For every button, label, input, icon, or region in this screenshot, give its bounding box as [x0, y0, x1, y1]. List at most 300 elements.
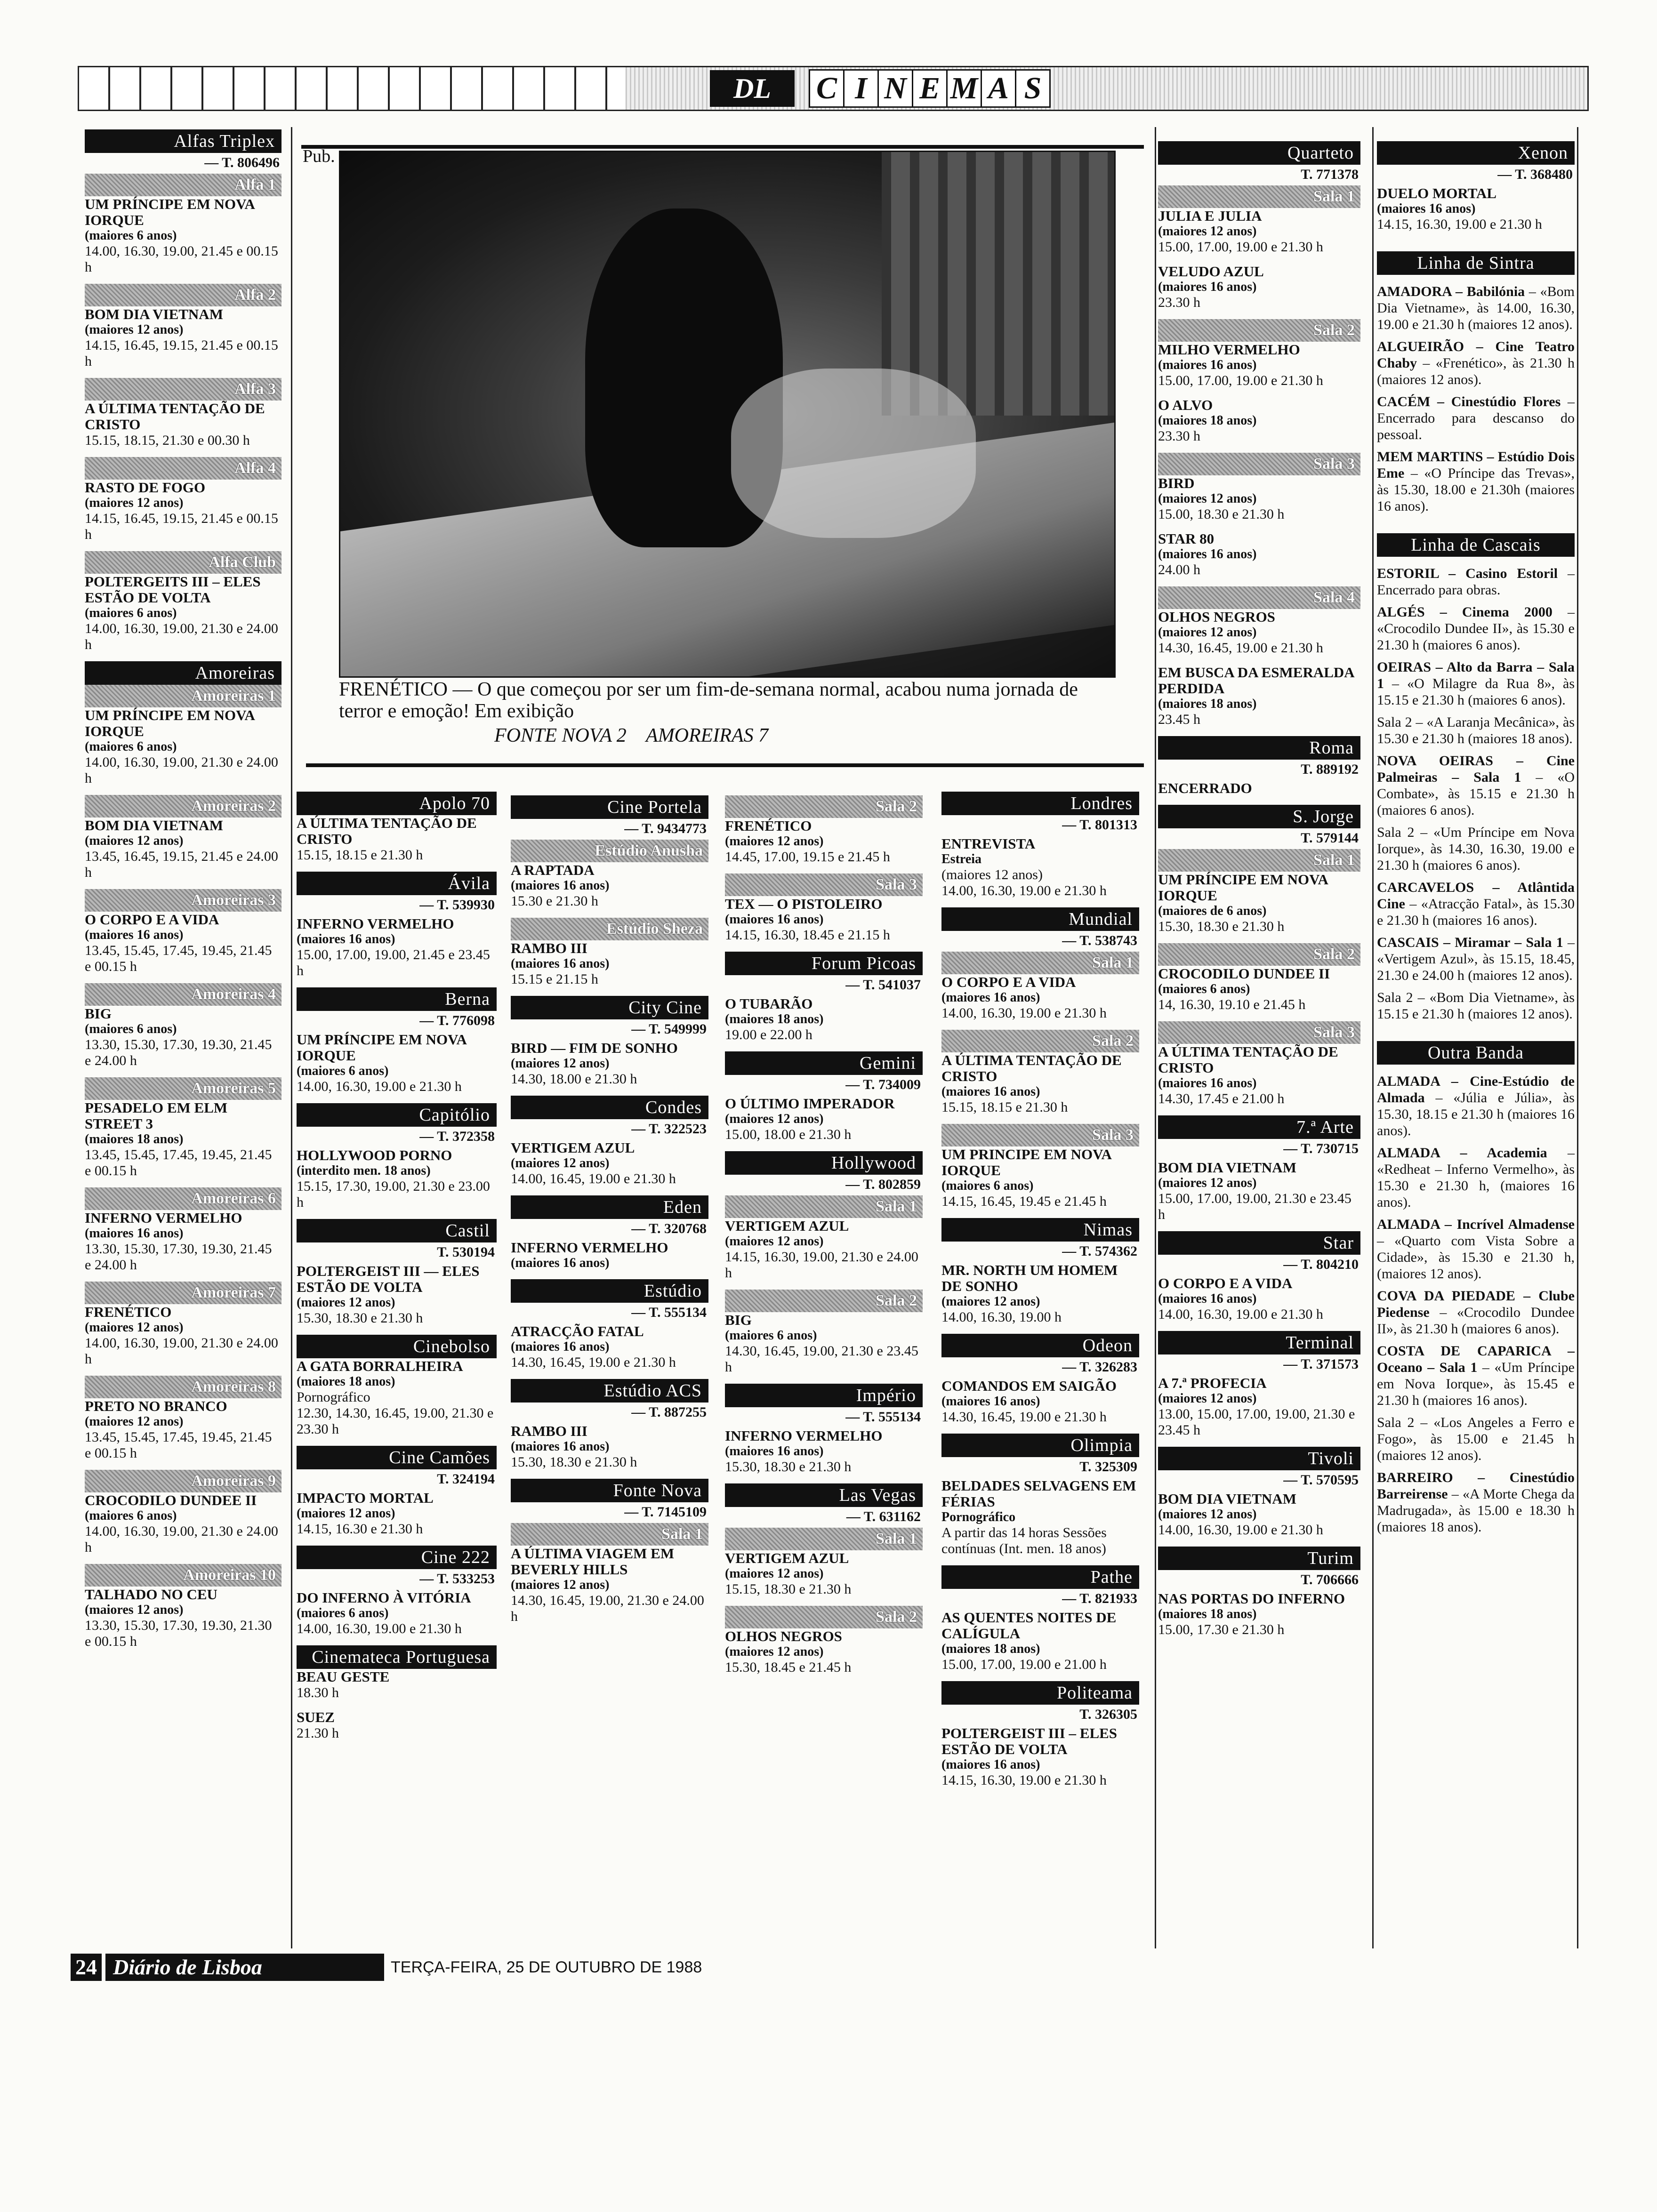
- region-listing: [1377, 879, 1575, 929]
- room-header: Amoreiras 6: [85, 1187, 282, 1210]
- ad-rule-top: [301, 145, 1144, 149]
- film-title: A ÚLTIMA TENTAÇÃO DE CRISTO: [85, 400, 265, 433]
- film-title: COMANDOS EM SAIGÃO: [941, 1378, 1117, 1394]
- film-rating: (maiores 12 anos): [85, 322, 184, 337]
- cinema-phone: — T. 631162: [846, 1509, 921, 1524]
- cinema-phone: T. 889192: [1301, 761, 1359, 777]
- cinema-phone: — T. 734009: [845, 1077, 921, 1092]
- showtimes: 14.45, 17.00, 19.15 e 21.45 h: [725, 849, 890, 865]
- showtimes: 18.30 h: [297, 1685, 339, 1700]
- film-title: UM PRÍNCIPE EM NOVA IORQUE: [85, 196, 255, 228]
- film-rating: (maiores 12 anos): [85, 834, 184, 848]
- cinema-phone: — T. 804210: [1283, 1257, 1359, 1272]
- room-header: Sala 4: [1158, 586, 1360, 609]
- film-title: BOM DIA VIETNAM: [85, 817, 223, 834]
- listing-venue: BARREIRO – Cinestúdio Barreirense: [1377, 1470, 1575, 1502]
- showtimes: 14.00, 16.30, 19.00 e 21.30 h: [297, 1079, 462, 1094]
- cinema-phone: T. 326305: [1079, 1707, 1137, 1722]
- listing-details: Sala 2 – «Bom Dia Vietname», às 15.15 e 21.30 h (maiores 12 anos).: [1377, 990, 1575, 1022]
- showtimes: 14.00, 16.45, 19.00 e 21.30 h: [511, 1171, 676, 1186]
- film-title: MR. NORTH UM HOMEM DE SONHO: [941, 1262, 1118, 1294]
- region-header: Linha de Sintra: [1377, 251, 1575, 275]
- showtimes: 14.00, 16.30, 19.00 e 21.30 h: [941, 1005, 1107, 1021]
- film-title: CROCODILO DUNDEE II: [85, 1492, 257, 1508]
- title-letter: C: [809, 69, 845, 108]
- film-rating: (maiores 16 anos): [1158, 547, 1257, 561]
- showtimes: 14.30, 16.45, 19.00 e 21.30 h: [1158, 640, 1323, 656]
- showtimes: 14.30, 16.45, 19.00, 21.30 e 23.45 h: [725, 1343, 918, 1375]
- film-title: RAMBO III: [511, 1423, 587, 1439]
- cinema-phone: — T. 539930: [419, 897, 495, 913]
- film-rating: (maiores 12 anos): [725, 1112, 824, 1126]
- showtimes: 15.00, 17.00, 19.00 e 21.00 h: [941, 1657, 1107, 1672]
- showtimes: 14.00, 16.30, 19.00 h: [941, 1309, 1062, 1325]
- showtimes: 14.00, 16.30, 19.00, 21.30 e 24.00 h: [85, 754, 278, 786]
- showtimes: 15.15, 18.15, 21.30 e 00.30 h: [85, 433, 250, 448]
- cinema-header: Nimas: [941, 1218, 1139, 1242]
- cinema-header: Gemini: [725, 1051, 923, 1075]
- cinema-header: Quarteto: [1158, 141, 1360, 165]
- film-title: O TUBARÃO: [725, 995, 813, 1012]
- region-listing: [1377, 934, 1575, 984]
- cinema-phone: — T. 555134: [845, 1409, 921, 1425]
- listing-details: – «Um Príncipe em Nova Iorque», às 15.45 e 21.30 h (maiores 16 anos).: [1377, 1360, 1575, 1408]
- listing-details: – «Crocodilo Dundee II», às 15.30 e 21.30 h (maiores 6 anos).: [1377, 604, 1575, 653]
- room-header: Sala 3: [1158, 453, 1360, 475]
- film-rating: Pornográfico: [941, 1510, 1016, 1524]
- film-title: TALHADO NO CEU: [85, 1586, 217, 1603]
- film-rating: (maiores 18 anos): [1158, 413, 1257, 428]
- cinema-phone: — T. 368480: [1497, 167, 1573, 182]
- showtimes: 15.30, 18.30 e 21.30 h: [511, 1454, 637, 1470]
- room-header: Sala 1: [941, 952, 1139, 974]
- showtimes: 14.00, 16.30, 19.00, 21.45 e 00.15 h: [85, 243, 278, 275]
- showtimes: 14.30, 16.45, 19.00 e 21.30 h: [941, 1409, 1107, 1425]
- cinema-header: Londres: [941, 792, 1139, 815]
- film-title: RASTO DE FOGO: [85, 479, 206, 496]
- film-rating: (maiores 12 anos): [297, 1506, 395, 1521]
- film-title: VERTIGEM AZUL: [725, 1218, 849, 1234]
- cinema-phone: — T. 541037: [845, 977, 921, 993]
- film-rating: (maiores de 6 anos): [1158, 904, 1267, 918]
- showtimes: 21.30 h: [297, 1725, 339, 1741]
- cinema-header: Forum Picoas: [725, 952, 923, 975]
- film-rating: (maiores 12 anos): [1158, 1391, 1257, 1406]
- film-title: BOM DIA VIETNAM: [1158, 1491, 1296, 1507]
- film-title: BOM DIA VIETNAM: [1158, 1159, 1296, 1176]
- film-rating: (maiores 16 anos): [941, 1757, 1040, 1772]
- showtimes: 23.30 h: [1158, 428, 1200, 444]
- film-rating: (maiores 16 anos): [1158, 1291, 1257, 1306]
- cinema-header: Mundial: [941, 907, 1139, 931]
- showtimes: 15.15, 17.30, 19.00, 21.30 e 23.00 h: [297, 1178, 490, 1210]
- cinema-header: Berna: [297, 987, 497, 1011]
- cinema-phone: — T. 320768: [631, 1221, 707, 1236]
- film-rating: (maiores 12 anos): [725, 1234, 824, 1249]
- region-listing: [1377, 565, 1575, 598]
- cinema-header: City Cine: [511, 996, 708, 1019]
- listing-venue: MEM MARTINS – Estúdio Dois Eme: [1377, 449, 1575, 481]
- film-rating: (maiores 12 anos): [1158, 625, 1257, 640]
- film-rating: Estreia: [941, 852, 982, 866]
- title-letter: N: [877, 69, 913, 108]
- cinema-header: Alfas Triplex: [85, 129, 282, 153]
- listing-details: – «O Milagre da Rua 8», às 15.15 e 21.30 h (maiores 6 anos).: [1377, 676, 1575, 708]
- listing-details: – «Redheat – Inferno Vermelho», às 15.30 e 21.30 h, (maiores 16 anos).: [1377, 1145, 1575, 1210]
- masthead-pattern: [79, 67, 625, 110]
- listing-venue: CARCAVELOS – Atlântida Cine: [1377, 880, 1575, 912]
- cinema-header: Cine Camões: [297, 1446, 497, 1469]
- film-rating: (maiores 18 anos): [297, 1374, 395, 1389]
- film-title: A ÚLTIMA TENTAÇÃO DE CRISTO: [1158, 1043, 1338, 1076]
- cinema-phone: — T. 806496: [204, 155, 280, 170]
- film-rating: (maiores 16 anos): [941, 990, 1040, 1005]
- film-title: ENCERRADO: [1158, 780, 1252, 796]
- issue-date: TERÇA-FEIRA, 25 DE OUTUBRO DE 1988: [391, 1958, 702, 1976]
- room-header: Sala 2: [1158, 319, 1360, 342]
- cinema-header: Estúdio: [511, 1279, 708, 1303]
- column-5: [941, 792, 1139, 1797]
- showtimes: 15.30, 18.30 e 21.30 h: [297, 1310, 423, 1326]
- film-rating: (maiores 12 anos): [941, 1294, 1040, 1309]
- cinema-phone: T. 324194: [437, 1471, 495, 1487]
- room-header: Alfa 1: [85, 174, 282, 196]
- film-title: INFERNO VERMELHO: [85, 1210, 242, 1226]
- film-rating: (maiores 16 anos): [511, 1256, 610, 1270]
- cinema-header: Capitólio: [297, 1103, 497, 1127]
- film-title: VELUDO AZUL: [1158, 263, 1264, 280]
- cinema-phone: — T. 574362: [1062, 1243, 1137, 1259]
- region-listing: [1377, 1469, 1575, 1535]
- cinema-header: Olimpia: [941, 1434, 1139, 1457]
- room-header: Amoreiras 5: [85, 1077, 282, 1100]
- cinema-phone: — T. 776098: [419, 1013, 495, 1028]
- showtimes: 14.00, 16.30, 19.00 e 21.30 h: [941, 883, 1107, 898]
- listing-details: – «O Combate», às 15.15 e 21.30 h (maiores 6 anos).: [1377, 769, 1575, 818]
- cinema-header: Las Vegas: [725, 1483, 923, 1507]
- cinema-header: Tivoli: [1158, 1447, 1360, 1470]
- film-title: A GATA BORRALHEIRA: [297, 1358, 463, 1374]
- film-note: (maiores 12 anos): [941, 867, 1043, 882]
- column-3: [511, 795, 708, 1633]
- listing-details: Sala 2 – «A Laranja Mecânica», às 15.30 e 21.30 h (maiores 18 anos).: [1377, 714, 1575, 746]
- film-title: BIG: [85, 1005, 112, 1022]
- showtimes: 14.30, 18.00 e 21.30 h: [511, 1071, 637, 1087]
- film-title: IMPACTO MORTAL: [297, 1490, 434, 1506]
- showtimes: 14.15, 16.45, 19.15, 21.45 e 00.15 h: [85, 511, 278, 542]
- cinema-header: Odeon: [941, 1334, 1139, 1357]
- film-rating: (maiores 16 anos): [85, 928, 184, 942]
- showtimes: 15.15 e 21.15 h: [511, 971, 598, 987]
- showtimes: 14.00, 16.30, 19.00 e 21.30 h: [297, 1621, 462, 1636]
- cinema-phone: — T. 371573: [1283, 1356, 1359, 1372]
- room-header: Sala 3: [1158, 1021, 1360, 1044]
- film-rating: (maiores 12 anos): [1158, 224, 1257, 239]
- film-rating: (maiores 12 anos): [297, 1295, 395, 1310]
- region-listing: [1377, 1216, 1575, 1282]
- film-rating: (maiores 16 anos): [297, 932, 395, 946]
- cinema-header: Amoreiras: [85, 661, 282, 685]
- room-header: Sala 1: [725, 1195, 923, 1218]
- showtimes: 14.15, 16.30, 19.00, 21.30 e 24.00 h: [725, 1249, 918, 1281]
- column-rule: [291, 127, 292, 1948]
- cinema-header: Pathe: [941, 1565, 1139, 1589]
- film-rating: (maiores 16 anos): [725, 1444, 824, 1459]
- film-title: NAS PORTAS DO INFERNO: [1158, 1590, 1345, 1607]
- film-rating: (maiores 16 anos): [511, 956, 610, 971]
- showtimes: 14.15, 16.30, 18.45 e 21.15 h: [725, 927, 890, 943]
- film-title: POLTERGEIST III – ELES ESTÃO DE VOLTA: [941, 1725, 1118, 1757]
- showtimes: 15.30, 18.45 e 21.45 h: [725, 1659, 852, 1675]
- showtimes: 13.45, 15.45, 17.45, 19.45, 21.45 e 00.15 h: [85, 1147, 272, 1178]
- showtimes: 13.30, 15.30, 17.30, 19.30, 21.45 e 24.00 h: [85, 1037, 272, 1068]
- column-rule: [1372, 127, 1374, 1948]
- cinema-phone: T. 771378: [1301, 167, 1359, 182]
- dl-logo: DL: [710, 70, 795, 107]
- section-masthead: [78, 66, 1589, 111]
- film-rating: (maiores 6 anos): [85, 739, 177, 754]
- cinema-header: Estúdio ACS: [511, 1379, 708, 1403]
- room-header: Sala 2: [941, 1030, 1139, 1052]
- region-listing: [1377, 714, 1575, 747]
- film-title: TEX — O PISTOLEIRO: [725, 896, 883, 912]
- title-letter: A: [981, 69, 1016, 108]
- film-rating: (maiores 6 anos): [85, 1508, 177, 1523]
- showtimes: 14.30, 16.45, 19.00 e 21.30 h: [511, 1354, 676, 1370]
- film-title: OLHOS NEGROS: [725, 1628, 842, 1644]
- cinema-header: 7.ª Arte: [1158, 1115, 1360, 1139]
- showtimes: 15.30, 18.30 e 21.30 h: [725, 1459, 852, 1475]
- film-title: BEAU GESTE: [297, 1668, 390, 1685]
- cinema-header: Fonte Nova: [511, 1479, 708, 1502]
- region-listing: [1377, 338, 1575, 388]
- film-rating: (maiores 12 anos): [1158, 1507, 1257, 1522]
- showtimes: 15.00, 17.00, 19.00, 21.30 e 23.45 h: [1158, 1191, 1351, 1222]
- listing-details: – «Atracção Fatal», às 15.30 e 21.30 h (maiores 16 anos).: [1377, 896, 1575, 928]
- listing-venue: CASCAIS – Miramar – Sala 1: [1377, 935, 1563, 950]
- film-title: O CORPO E A VIDA: [85, 911, 219, 928]
- region-listing: [1377, 1288, 1575, 1337]
- room-header: Sala 1: [725, 1528, 923, 1550]
- film-title: A 7.ª PROFECIA: [1158, 1375, 1267, 1391]
- listing-details: – «Bom Dia Vietname», às 14.00, 16.30, 19.00 e 21.30 h (maiores 12 anos).: [1377, 284, 1575, 332]
- page-footer: [71, 1953, 702, 1981]
- film-rating: (maiores 6 anos): [85, 228, 177, 243]
- cinema-phone: — T. 570595: [1283, 1472, 1359, 1488]
- room-header: Amoreiras 4: [85, 983, 282, 1006]
- cinema-header: Star: [1158, 1231, 1360, 1255]
- film-title: INFERNO VERMELHO: [297, 915, 454, 932]
- film-title: O ALVO: [1158, 397, 1213, 413]
- showtimes: 19.00 e 22.00 h: [725, 1027, 812, 1042]
- showtimes: 14.15, 16.30, 19.00 e 21.30 h: [1377, 216, 1542, 232]
- column-rule: [1155, 127, 1156, 1948]
- film-rating: (maiores 6 anos): [85, 606, 177, 620]
- listing-venue: AMADORA – Babilónia: [1377, 284, 1525, 299]
- film-title: RAMBO III: [511, 940, 587, 956]
- listing-venue: NOVA OEIRAS – Cine Palmeiras – Sala 1: [1377, 753, 1575, 785]
- showtimes: 13.00, 15.00, 17.00, 19.00, 21.30 e 23.45 h: [1158, 1406, 1355, 1438]
- film-title: PRETO NO BRANCO: [85, 1398, 227, 1414]
- cinema-header: Terminal: [1158, 1331, 1360, 1354]
- listing-venue: ALMADA – Incrível Almadense: [1377, 1217, 1575, 1232]
- title-letter: E: [912, 69, 948, 108]
- room-header: Sala 1: [1158, 849, 1360, 872]
- cinema-phone: — T. 533253: [419, 1571, 495, 1587]
- ad-caption-cinemas: FONTE NOVA 2 AMOREIRAS 7: [494, 725, 769, 746]
- film-title: DO INFERNO À VITÓRIA: [297, 1589, 471, 1606]
- listing-venue: ALMADA – Cine-Estúdio de Almada: [1377, 1074, 1575, 1106]
- film-title: UM PRÍNCIPE EM NOVA IORQUE: [85, 707, 255, 739]
- listing-details: – «Quarto com Vista Sobre a Cidade», às 15.30 e 21.30 h, (maiores 12 anos).: [1377, 1233, 1575, 1282]
- film-rating: (maiores 12 anos): [725, 1566, 824, 1581]
- cinema-header: Cinebolso: [297, 1335, 497, 1358]
- showtimes: 14.00, 16.30, 19.00 e 21.30 h: [1158, 1522, 1323, 1538]
- cinema-phone: — T. 730715: [1283, 1141, 1359, 1156]
- film-title: VERTIGEM AZUL: [511, 1139, 635, 1156]
- showtimes: 14.15, 16.30, 19.00 e 21.30 h: [941, 1772, 1107, 1788]
- cinema-header: Xenon: [1377, 141, 1575, 165]
- showtimes: 14.15, 16.45, 19.15, 21.45 e 00.15 h: [85, 337, 278, 369]
- cinema-phone: — T. 7145109: [624, 1504, 707, 1520]
- film-rating: (maiores 6 anos): [297, 1064, 389, 1078]
- ad-caption-text: — O que começou por ser um fim-de-semana normal, acabou numa jornada de terror e emoção! Em exibição: [339, 679, 1078, 722]
- film-rating: (maiores 18 anos): [1158, 1607, 1257, 1621]
- cinema-header: S. Jorge: [1158, 805, 1360, 828]
- film-rating: (maiores 18 anos): [1158, 697, 1257, 711]
- film-rating: (maiores 6 anos): [941, 1178, 1034, 1193]
- room-header: Sala 3: [941, 1124, 1139, 1146]
- film-title: POLTERGEIST III — ELES ESTÃO DE VOLTA: [297, 1263, 480, 1295]
- film-rating: (maiores 16 anos): [85, 1226, 184, 1241]
- cinema-phone: — T. 887255: [631, 1404, 707, 1420]
- region-listing: [1377, 1414, 1575, 1464]
- listing-venue: ALMADA – Academia: [1377, 1145, 1547, 1161]
- region-header: Outra Banda: [1377, 1041, 1575, 1065]
- newspaper-name: Diário de Lisboa: [105, 1954, 384, 1981]
- room-header: Alfa 2: [85, 284, 282, 306]
- film-note: A partir das 14 horas Sessões contínuas (Int. men. 18 anos): [941, 1525, 1107, 1556]
- film-title: MILHO VERMELHO: [1158, 341, 1300, 358]
- film-rating: (maiores 16 anos): [1158, 280, 1257, 294]
- cinema-header: Politeama: [941, 1681, 1139, 1705]
- film-rating: (maiores 12 anos): [725, 834, 824, 849]
- film-title: INFERNO VERMELHO: [511, 1239, 668, 1256]
- room-header: Amoreiras 3: [85, 889, 282, 912]
- film-title: UM PRÍNCIPE EM NOVA IORQUE: [297, 1031, 467, 1064]
- title-letter: I: [843, 69, 879, 108]
- film-rating: (maiores 6 anos): [297, 1606, 389, 1620]
- film-rating: (maiores 16 anos): [725, 912, 824, 927]
- showtimes: 15.00, 17.00, 19.00 e 21.30 h: [1158, 373, 1323, 388]
- region-listing: [1377, 824, 1575, 874]
- film-rating: (maiores 12 anos): [725, 1644, 824, 1659]
- film-rating: (maiores 18 anos): [941, 1642, 1040, 1656]
- film-rating: (maiores 18 anos): [85, 1132, 184, 1146]
- cinema-header: Condes: [511, 1096, 708, 1119]
- film-title: O ÚLTIMO IMPERADOR: [725, 1095, 895, 1112]
- listing-details: Sala 2 – «Los Angeles a Ferro e Fogo», às 15.00 e 21.45 h (maiores 12 anos).: [1377, 1415, 1575, 1463]
- film-title: A RAPTADA: [511, 862, 595, 878]
- film-title: JULIA E JULIA: [1158, 208, 1262, 224]
- region-listing: [1377, 659, 1575, 708]
- listing-details: Sala 2 – «Um Príncipe em Nova Iorque», às 14.30, 16.30, 19.00 e 21.30 h (maiores 6 anos).: [1377, 825, 1575, 873]
- showtimes: 14.00, 16.30, 19.00, 21.30 e 24.00 h: [85, 1335, 278, 1367]
- showtimes: 13.45, 16.45, 19.15, 21.45 e 24.00 h: [85, 849, 278, 880]
- column-6: [1158, 141, 1360, 1646]
- showtimes: 15.15, 18.15 e 21.30 h: [297, 847, 423, 863]
- ad-caption: [339, 679, 1111, 722]
- film-title: AS QUENTES NOITES DE CALÍGULA: [941, 1609, 1117, 1642]
- cinema-phone: — T. 326283: [1062, 1359, 1137, 1375]
- film-title: A ÚLTIMA VIAGEM EM BEVERLY HILLS: [511, 1545, 675, 1578]
- ad-photo: [339, 151, 1116, 678]
- listing-venue: OEIRAS – Alto da Barra – Sala 1: [1377, 659, 1575, 691]
- column-2: [297, 792, 497, 1750]
- showtimes: 14.00, 16.30, 19.00, 21.30 e 24.00 h: [85, 621, 278, 652]
- cinema-header: Cine 222: [297, 1546, 497, 1569]
- film-title: HOLLYWOOD PORNO: [297, 1147, 452, 1163]
- room-header: Alfa Club: [85, 551, 282, 574]
- region-listing: [1377, 989, 1575, 1022]
- film-rating: (maiores 12 anos): [511, 1056, 610, 1071]
- room-header: Sala 2: [725, 1290, 923, 1312]
- film-rating: (maiores 16 anos): [941, 1394, 1040, 1409]
- film-rating: (maiores 16 anos): [511, 1339, 610, 1354]
- showtimes: 24.00 h: [1158, 562, 1200, 577]
- region-listing: [1377, 1343, 1575, 1409]
- listing-details: – «Crocodilo Dundee II», às 21.30 h (maiores 6 anos).: [1377, 1305, 1575, 1337]
- film-title: ENTREVISTA: [941, 835, 1036, 852]
- column-alfas-amoreiras: [85, 129, 282, 1658]
- cinema-phone: T. 325309: [1079, 1459, 1137, 1475]
- showtimes: 13.45, 15.45, 17.45, 19.45, 21.45 e 00.15 h: [85, 943, 272, 974]
- film-title: BIRD — FIM DE SONHO: [511, 1040, 678, 1056]
- region-header: Linha de Cascais: [1377, 533, 1575, 557]
- cinema-phone: — T. 821933: [1062, 1591, 1137, 1606]
- cinema-header: Apolo 70: [297, 792, 497, 815]
- room-header: Amoreiras 10: [85, 1564, 282, 1587]
- region-listing: [1377, 393, 1575, 443]
- film-title: BIG: [725, 1312, 752, 1328]
- film-rating: (maiores 6 anos): [725, 1328, 817, 1343]
- film-title: FRENÉTICO: [85, 1304, 172, 1320]
- film-rating: (maiores 12 anos): [85, 1603, 184, 1617]
- film-title: POLTERGEITS III – ELES ESTÃO DE VOLTA: [85, 573, 261, 606]
- listing-details: – «A Morte Chega da Madrugada», às 15.00 e 18.30 h (maiores 18 anos).: [1377, 1486, 1575, 1535]
- room-header: Sala 3: [725, 874, 923, 896]
- film-title: BOM DIA VIETNAM: [85, 306, 223, 322]
- ad-rule-bottom: [306, 763, 1144, 767]
- showtimes: 15.00, 17.30 e 21.30 h: [1158, 1622, 1285, 1637]
- film-title: SUEZ: [297, 1709, 335, 1725]
- listing-details: – «Júlia e Júlia», às 15.30, 18.15 e 21.30 h (maiores 16 anos).: [1377, 1090, 1575, 1138]
- film-title: A ÚLTIMA TENTAÇÃO DE CRISTO: [297, 815, 477, 847]
- film-title: INFERNO VERMELHO: [725, 1427, 883, 1444]
- film-title: ATRACÇÃO FATAL: [511, 1323, 644, 1339]
- listing-venue: COVA DA PIEDADE – Clube Piedense: [1377, 1288, 1575, 1320]
- cinema-phone: T. 706666: [1301, 1572, 1359, 1587]
- column-regions: [1377, 141, 1575, 1541]
- showtimes: 14.15, 16.30 e 21.30 h: [297, 1521, 423, 1537]
- film-rating: (maiores 6 anos): [85, 1022, 177, 1036]
- film-rating: (maiores 12 anos): [85, 1414, 184, 1429]
- film-title: OLHOS NEGROS: [1158, 609, 1275, 625]
- film-title: STAR 80: [1158, 530, 1215, 547]
- listing-details: – «Frenético», às 21.30 h (maiores 12 anos).: [1377, 355, 1575, 387]
- listing-venue: CACÉM – Cinestúdio Flores: [1377, 394, 1561, 409]
- showtimes: 15.30 e 21.30 h: [511, 893, 598, 909]
